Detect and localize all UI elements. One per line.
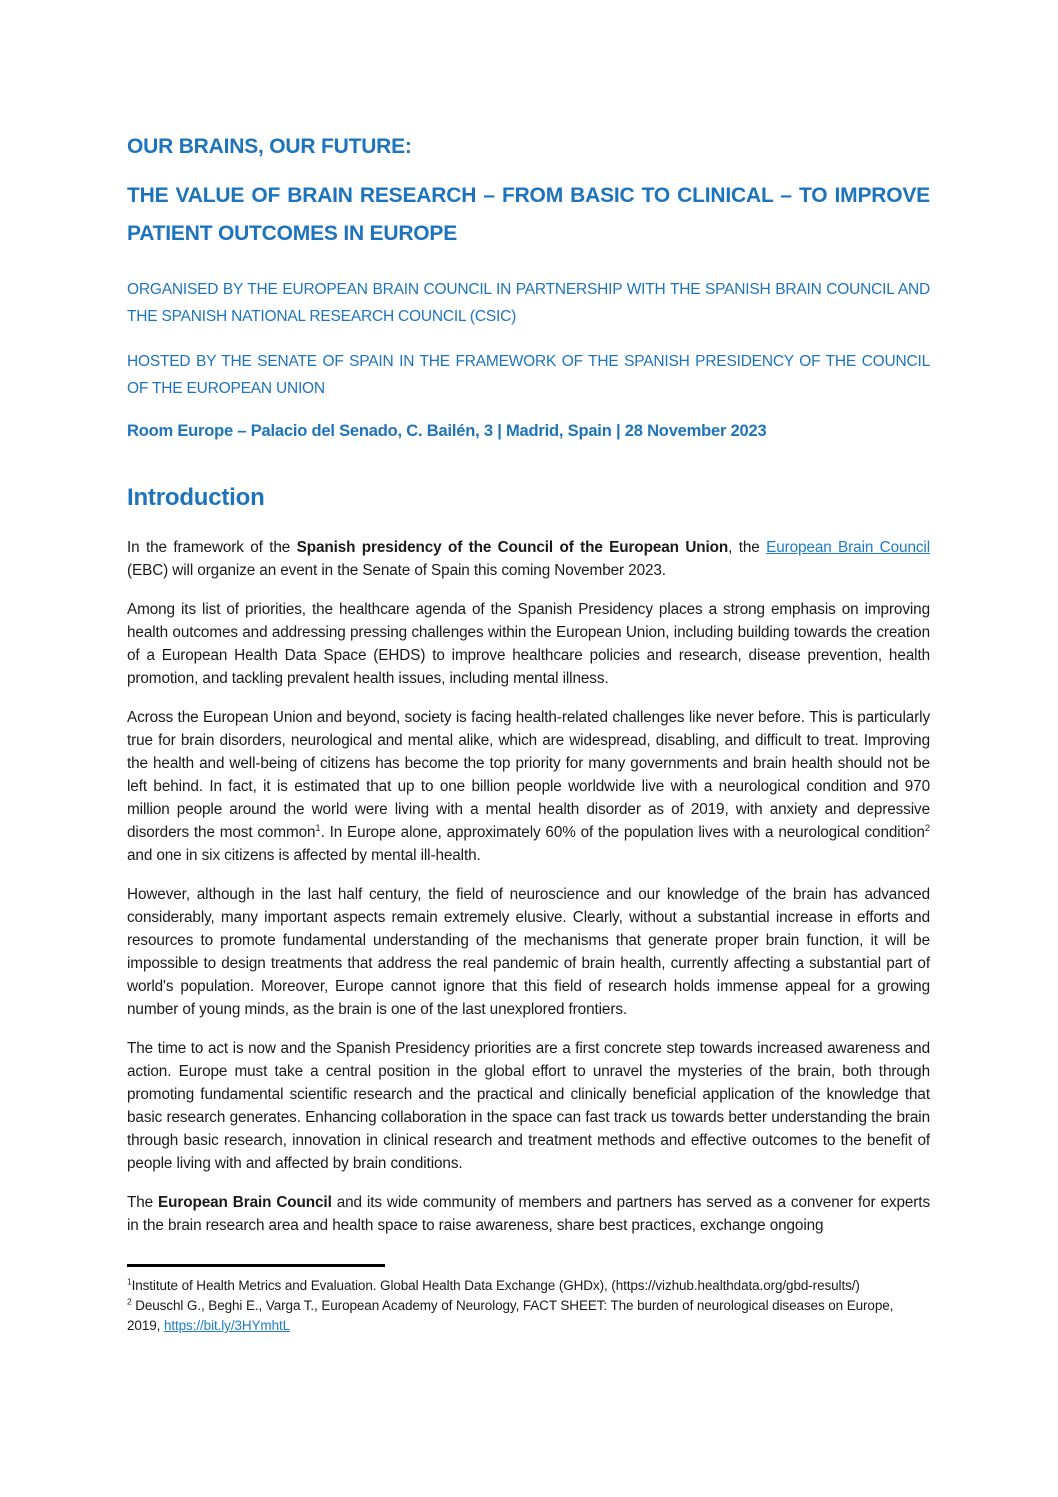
text-segment: and its wide community of members and partners has served as a convener for experts in the brain research area and health space to raise awareness, share best practices, exchange ongoing [127,1194,930,1234]
text-segment: (EBC) will organize an event in the Senate of Spain this coming November 2023. [127,562,666,579]
intro-paragraph-5 [127,1037,930,1175]
footnote-marker: 1 [127,1276,132,1287]
hosted-by-line: HOSTED BY THE SENATE OF SPAIN IN THE FRAMEWORK OF THE SPANISH PRESIDENCY OF THE COUNCIL OF THE EUROPEAN UNION [127,353,930,397]
organised-by-line: ORGANISED BY THE EUROPEAN BRAIN COUNCIL IN PARTNERSHIP WITH THE SPANISH BRAIN COUNCIL AND THE SPANISH NATIONAL RESEARCH COUNCIL (CSIC) [127,281,930,325]
text-segment: Across the European Union and beyond, society is facing health-related challenges like never before. This is particularly true for brain disorders, neurological and mental alike, which are widespread, disabling, and difficult to treat. Improving the health and well-being of citizens has become the top priority for many governments and brain health should not be left behind. In fact, it is estimated that up to one billion people worldwide live with a neurological condition and 970 million people around the world were living with a mental health disorder as of 2019, with anxiety and depressive disorders the most common [127,709,930,841]
intro-paragraph-4 [127,883,930,1021]
text-segment: European Brain Council [158,1194,332,1211]
document-title-line1: OUR BRAINS, OUR FUTURE: [127,135,412,158]
text-segment: However, although in the last half century, the field of neuroscience and our knowledge of the brain has advanced considerably, many important aspects remain extremely elusive. Clearly, without a substantial increase in efforts and resources to promote fundamental understanding of the mechanisms that generate proper brain function, it will be impossible to design treatments that address the real pandemic of brain health, currently affecting a substantial part of world's population. Moreover, Europe cannot ignore that this field of research holds immense appeal for a growing number of young minds, as the brain is one of the last unexplored frontiers. [127,886,930,1018]
text-segment: Among its list of priorities, the healthcare agenda of the Spanish Presidency places a strong emphasis on improving health outcomes and addressing pressing challenges within the European Union, including building towards the creation of a European Health Data Space (EHDS) to improve healthcare policies and research, disease prevention, health promotion, and tackling prevalent health issues, including mental illness. [127,601,930,687]
footnote-marker: 1 [315,822,321,834]
footnote-separator [127,1264,385,1267]
text-segment: . In Europe alone, approximately 60% of the population lives with a neurological condition [320,824,925,841]
venue-date-line: Room Europe – Palacio del Senado, C. Bailén, 3 | Madrid, Spain | 28 November 2023 [127,422,767,440]
text-segment: In the framework of the [127,539,297,556]
text-segment: Deuschl G., Beghi E., Varga T., European Academy of Neurology, FACT SHEET: The burden of neurological diseases on Europe, 2019, [127,1298,894,1333]
footnote-area [127,1264,930,1336]
intro-paragraph-3 [127,706,930,867]
intro-paragraph-2 [127,598,930,690]
text-segment: Spanish presidency of the Council of the European Union [296,539,729,556]
hyperlink[interactable]: European Brain Council [766,539,930,556]
introduction-body [127,536,930,1237]
document-title-line2: THE VALUE OF BRAIN RESEARCH – FROM BASIC TO CLINICAL – TO IMPROVE PATIENT OUTCOMES IN EUROPE [127,184,930,245]
text-segment: Institute of Health Metrics and Evaluation. Global Health Data Exchange (GHDx), (https://vizhub.healthdata.org/gbd-results/) [131,1278,860,1293]
footnote-marker: 2 [924,822,930,834]
hyperlink[interactable]: https://bit.ly/3HYmhtL [163,1318,291,1333]
text-segment: The time to act is now and the Spanish Presidency priorities are a first concrete step towards increased awareness and action. Europe must take a central position in the global effort to unravel the mysteries of the brain, both through promoting fundamental scientific research and the practical and clinically beneficial application of the knowledge that basic research generates. Enhancing collaboration in the space can fast track us towards better understanding the brain through basic research, innovation in clinical research and treatment methods and effective outcomes to the benefit of people living with and affected by brain conditions. [127,1040,930,1172]
footnote-2 [127,1296,930,1336]
footnote-marker: 2 [127,1296,132,1307]
intro-paragraph-1 [127,536,930,582]
introduction-heading: Introduction [127,484,265,511]
text-segment: The [127,1194,159,1211]
footnote-1 [127,1276,930,1296]
intro-paragraph-6 [127,1191,930,1237]
text-segment: , the [728,539,767,556]
text-segment: and one in six citizens is affected by mental ill-health. [127,847,481,864]
